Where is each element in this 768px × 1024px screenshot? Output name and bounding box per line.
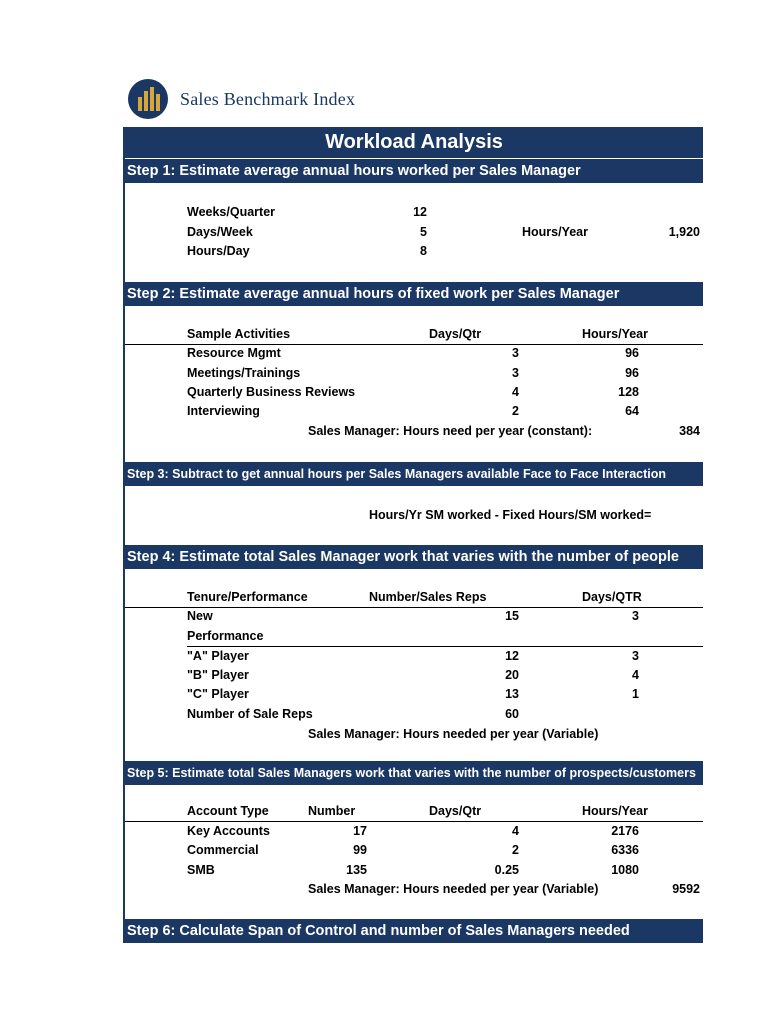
- brand-logo: [128, 79, 168, 119]
- header-rule: [125, 607, 703, 608]
- number-cell: 13: [505, 687, 519, 701]
- days-cell: 4: [512, 824, 519, 838]
- step1-label: Hours/Day: [187, 244, 250, 258]
- days-cell: 3: [512, 346, 519, 360]
- col-header: Hours/Year: [582, 327, 649, 341]
- step4-total-label: Sales Manager: Hours needed per year (Variable): [308, 727, 599, 741]
- step3-heading: Step 3: Subtract to get annual hours per Sales Managers available Face to Face Interaction: [125, 462, 703, 486]
- step2-heading: Step 2: Estimate average annual hours of fixed work per Sales Manager: [125, 282, 703, 306]
- tenure-cell: Performance: [187, 629, 264, 643]
- number-cell: 12: [505, 649, 519, 663]
- tenure-cell: New: [187, 609, 213, 623]
- col-header: Tenure/Performance: [187, 590, 308, 604]
- hours-cell: 2176: [611, 824, 639, 838]
- tenure-cell: "B" Player: [187, 668, 249, 682]
- col-header: Days/Qtr: [429, 804, 482, 818]
- days-cell: 0.25: [494, 863, 519, 877]
- activity-cell: Meetings/Trainings: [187, 366, 301, 380]
- account-type-cell: SMB: [187, 863, 215, 877]
- hours-cell: 128: [618, 385, 639, 399]
- number-cell: 135: [346, 863, 367, 877]
- header-rule: [125, 344, 703, 345]
- days-cell: 2: [512, 404, 519, 418]
- title-bar: [125, 127, 703, 158]
- step1-label: Weeks/Quarter: [187, 205, 276, 219]
- number-cell: 17: [353, 824, 367, 838]
- tenure-cell: "A" Player: [187, 649, 249, 663]
- step5-total-value: 9592: [672, 882, 700, 896]
- step1-value: 12: [413, 205, 427, 219]
- header-rule: [125, 821, 703, 822]
- step1-heading: Step 1: Estimate average annual hours worked per Sales Manager: [125, 159, 703, 183]
- col-header: Days/QTR: [582, 590, 642, 604]
- days-cell: 3: [512, 366, 519, 380]
- col-header: Hours/Year: [582, 804, 649, 818]
- account-type-cell: Key Accounts: [187, 824, 270, 838]
- col-header: Number/Sales Reps: [369, 590, 487, 604]
- step5-total-label: Sales Manager: Hours needed per year (Variable): [308, 882, 599, 896]
- number-cell: 99: [353, 843, 367, 857]
- activity-cell: Resource Mgmt: [187, 346, 281, 360]
- number-cell: 20: [505, 668, 519, 682]
- activity-cell: Interviewing: [187, 404, 260, 418]
- tenure-cell: Number of Sale Reps: [187, 707, 313, 721]
- step2-total-label: Sales Manager: Hours need per year (constant):: [308, 424, 593, 438]
- days-cell: 4: [512, 385, 519, 399]
- col-header: Sample Activities: [187, 327, 291, 341]
- number-cell: 60: [505, 707, 519, 721]
- col-header: Account Type: [187, 804, 269, 818]
- step1-label: Days/Week: [187, 225, 253, 239]
- step2-total-value: 384: [679, 424, 700, 438]
- hours-year-value: 1,920: [668, 225, 700, 239]
- account-type-cell: Commercial: [187, 843, 259, 857]
- step1-value: 8: [420, 244, 427, 258]
- brand-name: Sales Benchmark Index: [180, 89, 356, 109]
- step3-formula: Hours/Yr SM worked - Fixed Hours/SM worked=: [369, 508, 652, 522]
- step6-heading: Step 6: Calculate Span of Control and number of Sales Managers needed: [125, 919, 703, 943]
- hours-cell: 64: [625, 404, 639, 418]
- hours-cell: 96: [625, 366, 639, 380]
- number-cell: 15: [505, 609, 519, 623]
- days-cell: 3: [632, 609, 639, 623]
- days-cell: 1: [632, 687, 639, 701]
- hours-cell: 96: [625, 346, 639, 360]
- col-header: Number: [308, 804, 356, 818]
- performance-rule: [187, 646, 703, 647]
- days-cell: 2: [512, 843, 519, 857]
- hours-cell: 6336: [611, 843, 639, 857]
- workload-sheet: [123, 127, 703, 943]
- step1-value: 5: [420, 225, 427, 239]
- step4-heading: Step 4: Estimate total Sales Manager work that varies with the number of people: [125, 545, 703, 569]
- col-header: Days/Qtr: [429, 327, 482, 341]
- days-cell: 3: [632, 649, 639, 663]
- hours-cell: 1080: [611, 863, 639, 877]
- activity-cell: Quarterly Business Reviews: [187, 385, 356, 399]
- days-cell: 4: [632, 668, 639, 682]
- page-title: Workload Analysis: [325, 131, 503, 153]
- tenure-cell: "C" Player: [187, 687, 249, 701]
- step5-heading: Step 5: Estimate total Sales Managers work that varies with the number of prospects/customers: [125, 761, 703, 785]
- hours-year-label: Hours/Year: [522, 225, 589, 239]
